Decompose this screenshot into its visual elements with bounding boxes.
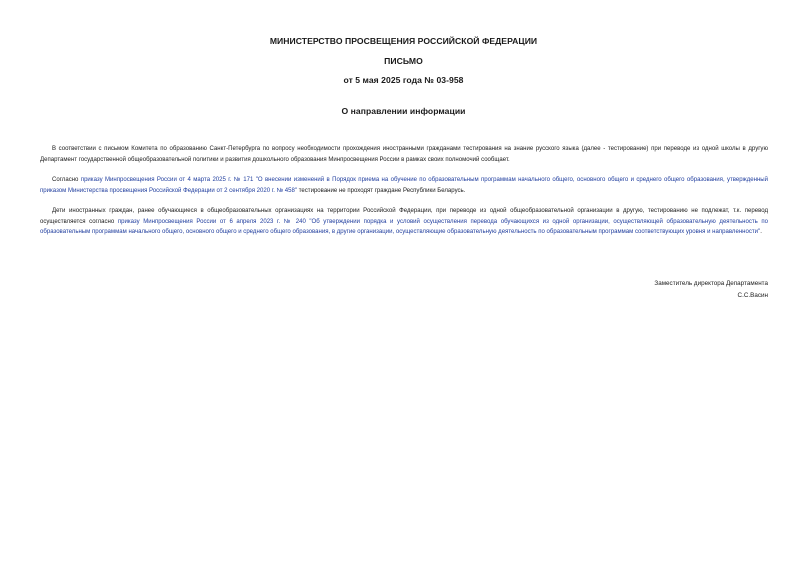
ministry-heading: МИНИСТЕРСТВО ПРОСВЕЩЕНИЯ РОССИЙСКОЙ ФЕДЕРАЦИИ: [269, 36, 538, 46]
document-type: ПИСЬМО: [384, 56, 423, 66]
order-171-link[interactable]: приказу Минпросвещения России от 4 марта 2025 г. № 171 "О внесении изменений в Порядок приема на обучение по образовательным программам начального общего, основного общего и среднего общего образования, утвержденный приказом Министерства просвещения Российской Федерации от 2 сентября 2020 г. № 458": [40, 177, 769, 194]
paragraph-3-suffix: .: [760, 229, 762, 236]
signatory-name: С.С.Васин: [737, 291, 768, 299]
signature-block: [548, 278, 768, 301]
paragraph-1: В соответствии с письмом Комитета по образованию Санкт-Петербурга по вопросу необходимости прохождения иностранными гражданами тестирования на знание русского языка (далее - тестирование) при переводе из одной школы в другую Департамент государственной общеобразовательной политики и развития дошкольного образования Минпросвещения России в рамках своих полномочий сообщает.: [40, 146, 768, 163]
document-subject: О направлении информации: [341, 106, 466, 116]
paragraph-2-prefix: Согласно: [52, 177, 81, 183]
document-date-number: от 5 мая 2025 года № 03-958: [343, 75, 464, 85]
paragraph-3-prefix: Дети иностранных граждан, ранее обучающиеся в общеобразовательных организациях на территории Российской Федерации, при переводе из одной общеобразовательной организации в другую, тестированию не подлежат, т.к. перевод осуществляется согласно: [40, 208, 768, 225]
paragraph-2-suffix: тестирование не проходят граждане Республики Беларусь.: [297, 187, 466, 194]
paragraph-3: [40, 206, 768, 238]
order-240-link[interactable]: приказу Минпросвещения России от 6 апреля 2023 г. № 240 "Об утверждении порядка и условий осуществления перевода обучающихся из одной организации, осуществляющей образовательную деятельность по образовательным программам начального общего, основного общего и среднего общего образования, в другие организации, осуществляющие образовательную деятельность по образовательным программам соответствующих уровня и направленности": [40, 218, 768, 236]
signatory-position: Заместитель директора Департамента: [654, 280, 768, 287]
paragraph-2: [40, 175, 768, 196]
